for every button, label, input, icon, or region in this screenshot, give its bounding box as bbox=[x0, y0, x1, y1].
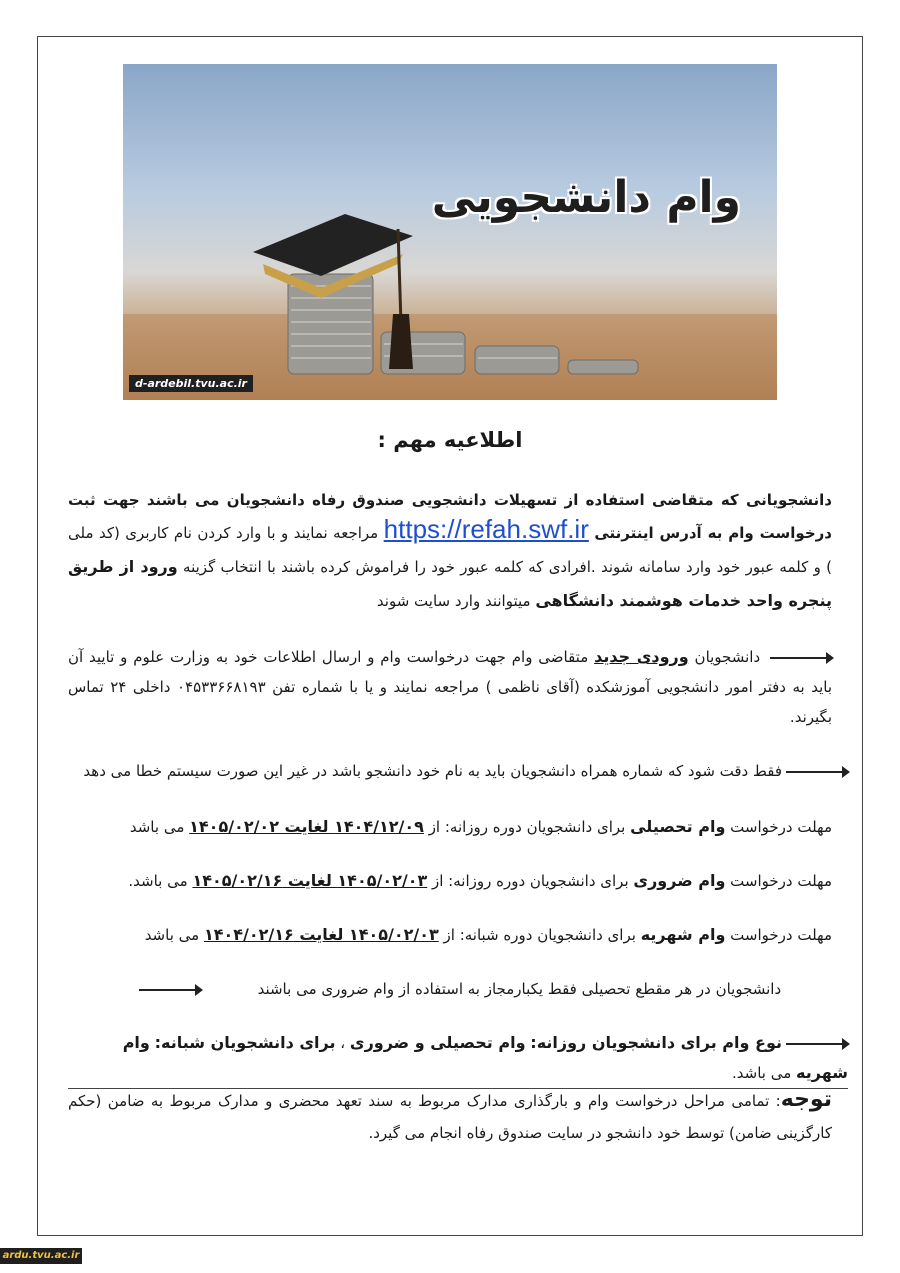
deadline-pre: مهلت درخواست bbox=[730, 926, 832, 944]
deadline-mid: برای دانشجویان دوره روزانه: از bbox=[428, 818, 626, 836]
note-label: توجه bbox=[780, 1087, 832, 1112]
new-students-bold: ورودی جدید bbox=[594, 647, 689, 666]
loan-types-day-value: وام تحصیلی و ضروری bbox=[349, 1033, 526, 1052]
deadline-post: می باشد. bbox=[128, 872, 188, 890]
intro-text-4: میتوانند وارد سایت شوند bbox=[376, 592, 531, 610]
deadline-pre: مهلت درخواست bbox=[730, 818, 832, 836]
deadline-row bbox=[68, 866, 832, 896]
phone-note bbox=[68, 756, 848, 786]
footer-badge: ardu.tvu.ac.ir bbox=[0, 1248, 82, 1264]
intro-text-1: دانشجویانی که متقاضی استفاده از تسهیلات دانشجویی صندوق رفاه دانشجویان می باشند جهت ثبت درخواست وام به آدرس اینترنتی bbox=[68, 491, 832, 542]
deadline-pre: مهلت درخواست bbox=[730, 872, 832, 890]
banner-title: وام دانشجویی bbox=[431, 172, 741, 223]
arrow-left-icon bbox=[770, 657, 828, 659]
deadline-range: ۱۴۰۵/۰۲/۰۳ لغایت ۱۴۰۴/۰۲/۱۶ bbox=[203, 925, 439, 944]
deadline-post: می باشد bbox=[129, 818, 185, 836]
loan-types-row bbox=[68, 1028, 848, 1089]
new-students-pre: دانشجویان bbox=[694, 648, 761, 666]
loan-types-night-label: برای دانشجویان شبانه: bbox=[154, 1033, 336, 1052]
note-text: تمامی مراحل درخواست وام و بارگذاری مدارک مربوط به سند تعهد محضری و مدارک مربوط به ضامن (حکم کارگزینی ضامن) توسط خود دانشجو در سایت صندوق رفاه انجام می گیرد. bbox=[68, 1092, 832, 1142]
once-note-text: دانشجویان در هر مقطع تحصیلی فقط یکبارمجاز به استفاده از وام ضروری می باشند bbox=[257, 980, 782, 998]
deadline-row bbox=[68, 920, 832, 950]
deadline-range: ۱۴۰۴/۱۲/۰۹ لغایت ۱۴۰۵/۰۲/۰۲ bbox=[189, 817, 424, 836]
deadline-mid: برای دانشجویان دوره روزانه: از bbox=[432, 872, 629, 890]
loan-types-day-label: نوع وام برای دانشجویان روزانه: bbox=[530, 1033, 782, 1052]
page-heading: اطلاعیه مهم : bbox=[377, 428, 523, 452]
arrow-left-icon bbox=[139, 989, 197, 991]
deadline-loan-type: وام ضروری bbox=[633, 871, 726, 890]
refah-link[interactable]: https://refah.swf.ir bbox=[383, 514, 589, 544]
new-students-paragraph bbox=[68, 642, 832, 732]
phone-note-text: فقط دقت شود که شماره همراه دانشجویان باید به نام خود دانشجو باشد در غیر این صورت سیستم خطا می دهد bbox=[83, 762, 782, 780]
deadline-mid: برای دانشجویان دوره شبانه: از bbox=[443, 926, 636, 944]
once-note bbox=[68, 974, 848, 1004]
loan-types-sep: ، bbox=[340, 1034, 346, 1052]
deadline-row bbox=[68, 812, 832, 842]
loan-types-post: می باشد. bbox=[731, 1064, 792, 1082]
coins-illustration bbox=[123, 64, 777, 400]
arrow-left-icon bbox=[786, 1043, 844, 1045]
banner-image bbox=[123, 64, 777, 400]
loan-types-night-value: وام شهریه bbox=[122, 1033, 848, 1082]
intro-text-2: مراجعه نمایند و با وارد کردن نام کاربری (کد ملی ) و کلمه عبور خود وارد سامانه شوند .افرادی که کلمه عبور خود را فراموش کرده باشند با انتخاب گزینه bbox=[68, 524, 832, 576]
deadline-post: می باشد bbox=[144, 926, 200, 944]
deadline-loan-type: وام تحصیلی bbox=[630, 817, 726, 836]
arrow-left-icon bbox=[786, 771, 844, 773]
deadline-loan-type: وام شهریه bbox=[640, 925, 726, 944]
note-colon: : bbox=[775, 1092, 781, 1110]
intro-bold-option: ورود از طریق پنجره واحد خدمات هوشمند دانشگاهی bbox=[68, 557, 832, 610]
new-students-post: متقاضی وام جهت درخواست وام و ارسال اطلاعات خود به وزارت علوم و تایید آن باید به دفتر امور دانشجویی آموزشکده (آقای ناظمی ) مراجعه نمایند و یا با شماره تفن ۰۴۵۳۳۶۶۸۱۹۳ داخلی ۲۴ تماس بگیرند. bbox=[68, 648, 833, 726]
deadline-range: ۱۴۰۵/۰۲/۰۳ لغایت ۱۴۰۵/۰۲/۱۶ bbox=[192, 871, 428, 890]
note-paragraph bbox=[68, 1084, 832, 1149]
banner-watermark: d-ardebil.tvu.ac.ir bbox=[129, 375, 253, 392]
intro-paragraph bbox=[68, 484, 832, 618]
